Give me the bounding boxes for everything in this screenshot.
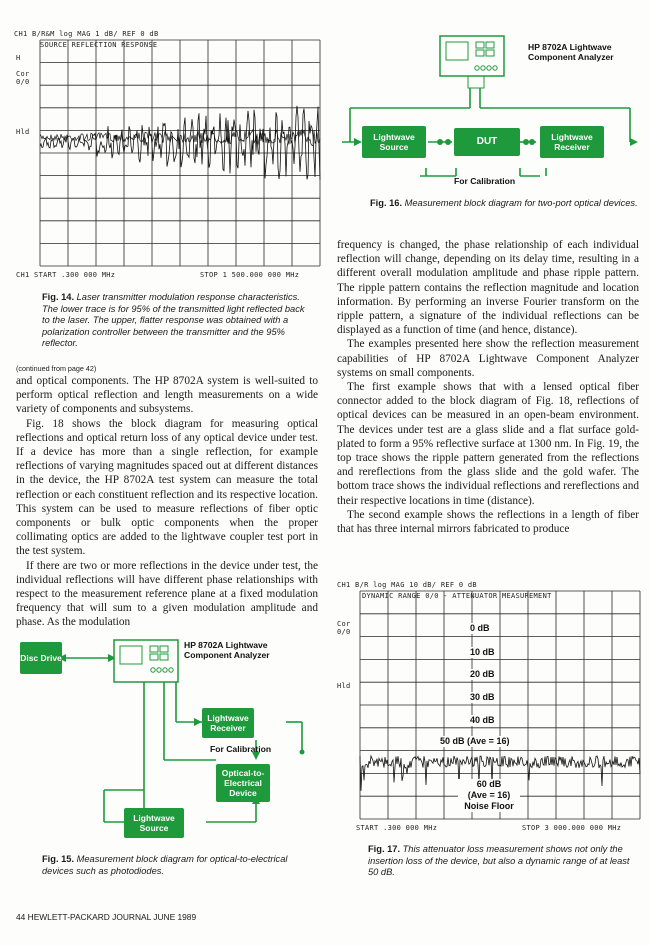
fig14-cor2: 0/0 [16,78,30,86]
fig14-header: CH1 B/R&M log MAG 1 dB/ REF 0 dB [14,30,159,38]
fig16-caption-label: Fig. 16. [370,198,403,208]
fig17-label-20: 20 dB [470,669,495,679]
fig16-receiver: Lightwave Receiver [540,126,604,158]
right-paragraph-1: frequency is changed, the phase relationship of each individual reflection will change, depending on its delay time, resulting in a different overall modulation amplitude and phase ripple pattern. The ripple pattern contains the reflection magnitude and location information. By performing an inverse Fourier transform on the ripple pattern, a signature of the individual reflections can be displayed as a function of time (and hence, distance). [337,239,639,337]
fig14-hld: Hld [16,128,30,136]
fig15-caption [42,854,314,877]
fig15-receiver: Lightwave Receiver [202,708,254,738]
right-column-text [337,238,639,536]
fig15-analyzer-label: HP 8702A Lightwave Component Analyzer [184,640,270,660]
fig17-footer-right: STOP 3 000.000 000 MHz [522,824,622,832]
left-column-text [16,374,318,630]
fig15-calibration: For Calibration [210,744,272,754]
fig17-label-50: 50 dB (Ave = 16) [440,736,510,746]
fig14-caption-label: Fig. 14. [42,292,75,302]
fig17-floor-label: Noise Floor [464,801,514,811]
fig17-caption-label: Fig. 17. [368,844,401,854]
fig15-disc-drive: Disc Drive [20,642,62,674]
left-paragraph-1: and optical components. The HP 8702A system is well-suited to perform optical reflection and length measurements on a wide variety of components and subsystems. [16,375,318,416]
continued-note: (continued from page 42) [16,364,97,373]
fig17-label-10: 10 dB [470,647,495,657]
fig17-label-30: 30 dB [470,692,495,702]
right-paragraph-2: The examples presented here show the reflection measurement capabilities of HP 8702A Lightwave Component Analyzer systems on small components. [337,338,639,379]
fig14-title: SOURCE REFLECTION RESPONSE [40,41,158,49]
fig14-caption-text: Laser transmitter modulation response characteristics. The lower trace is for 95% of the transmitted light reflected back to the laser. The upper, flatter response was obtained with a polarization controller between the transmitter and the 95% reflector. [42,292,305,349]
fig15-caption-label: Fig. 15. [42,854,75,864]
fig16-source: Lightwave Source [362,126,426,158]
fig14-marker: H [16,54,21,62]
fig17-cor2: 0/0 [337,628,351,636]
fig17-caption-text: This attenuator loss measurement shows not only the insertion loss of the device, but also a dynamic range of at least 50 dB. [368,844,630,878]
fig17-hld: Hld [337,682,351,690]
fig17-floor-ave: (Ave = 16) [467,790,511,800]
fig15-oe-device: Optical-to-Electrical Device [216,764,270,802]
left-paragraph-3: If there are two or more reflections in the device under test, the individual reflections will have different phase relationships with respect to the measurement reference plane at a fixed modulation frequency that will sum to a given modulation amplitude and phase. As the modulation [16,559,318,629]
left-paragraph-2: Fig. 18 shows the block diagram for measuring optical reflections and optical return loss of any optical device under test. If a device has more than a single reflection, for example reflections of varying magnitudes spaced out at different distances in the device, the HP 8702A test system can measure the total reflection or each constituent reflection and its respective location. This system can be used to measure reflections of fiber optic components or bulk optic components when the proper collimating optics are added to the lightwave coupler test port in the test system. [16,417,318,558]
fig14-footer-right: STOP 1 500.000 000 MHz [200,271,300,279]
fig17-floor-db: 60 dB [476,779,502,789]
fig15-caption-text: Measurement block diagram for optical-to-electrical devices such as photodiodes. [42,854,288,876]
right-paragraph-3: The first example shows that with a lensed optical fiber connector added to the block diagram of Fig. 18, reflections of optical devices can be measured in an open-beam environment. The devices under test are a glass slide and a flat surface gold-plated to form a 95% reflective surface at 1300 nm. In Fig. 19, the top trace shows the ripple pattern generated from the reflections and rereflections from the glass slide and the gold wafer. The bottom trace shows the individual reflections and rereflections and their respective locations in time (distance). [337,381,639,507]
fig17-title: DYNAMIC RANGE 0/0 - ATTENUATOR MEASUREMENT [362,592,552,600]
fig17-label-0: 0 dB [470,623,490,633]
fig16-analyzer-label: HP 8702A Lightwave Component Analyzer [528,42,614,62]
page-footer: 44 HEWLETT-PACKARD JOURNAL JUNE 1989 [16,912,197,922]
fig16-caption-text: Measurement block diagram for two-port optical devices. [404,198,638,208]
fig17-footer-left: START .300 000 MHz [356,824,438,832]
fig14-footer-left: CH1 START .300 000 MHz [16,271,116,279]
fig14-caption [42,292,314,350]
fig16-caption [370,198,638,210]
fig17-label-40: 40 dB [470,715,495,725]
fig17-cor: Cor [337,620,351,628]
fig14-grid [38,38,322,268]
fig16-dut: DUT [454,128,520,156]
right-paragraph-4: The second example shows the reflections in a length of fiber that has three internal mirrors fabricated to produce [337,508,639,536]
fig17-header: CH1 B/R log MAG 10 dB/ REF 0 dB [337,581,477,589]
fig15-source: Lightwave Source [124,808,184,838]
fig14-cor: Cor [16,70,30,78]
fig17-noise-floor [458,779,520,812]
fig16-calibration: For Calibration [454,176,516,186]
fig17-caption [368,844,640,879]
